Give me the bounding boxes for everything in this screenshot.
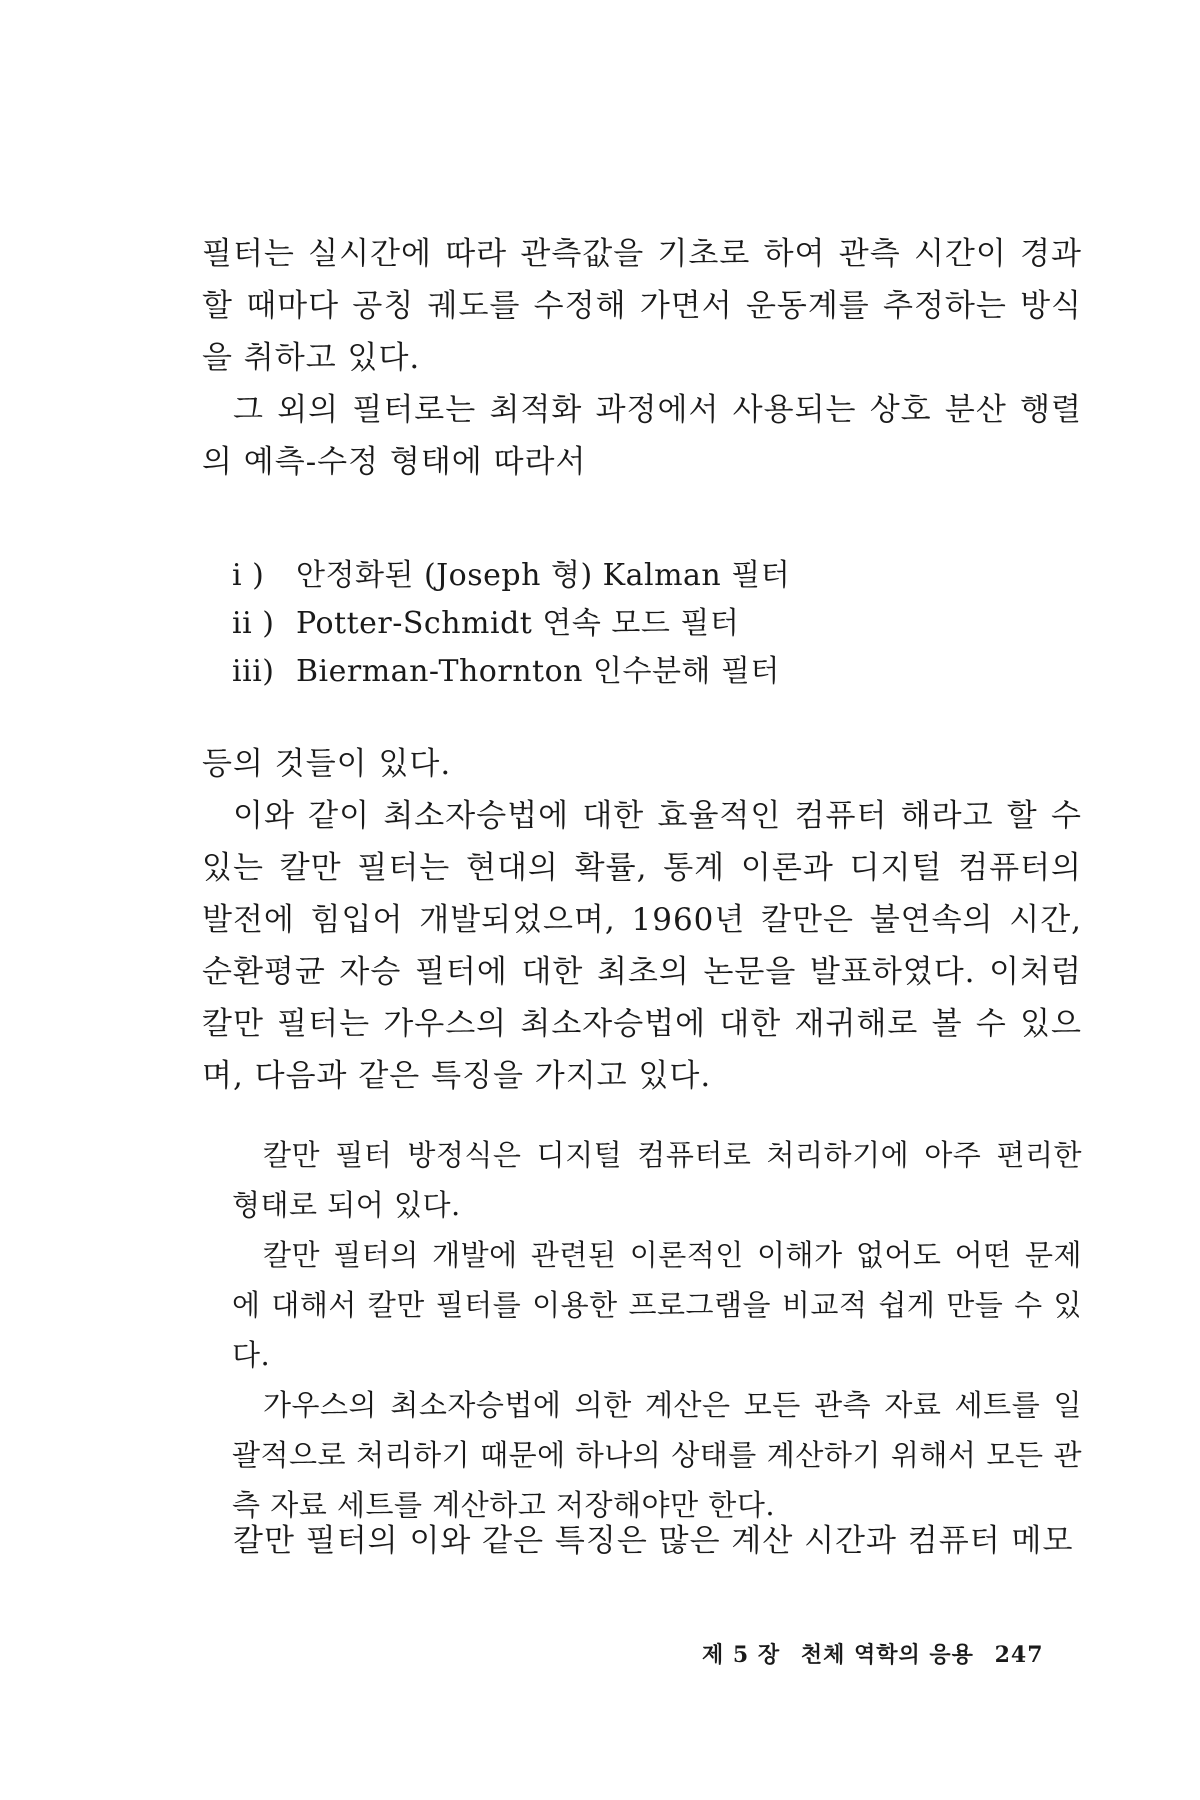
list-marker: iii) [232, 654, 275, 689]
list-item [232, 600, 790, 648]
list-item-text: 안정화된 (Joseph 형) Kalman 필터 [296, 558, 791, 593]
list-marker: ii ) [232, 606, 275, 641]
list-marker: i ) [232, 558, 265, 593]
paragraph-other-filters: 그 외의 필터로는 최적화 과정에서 사용되는 상호 분산 행렬의 예측-수정 형태에 따라서 [202, 392, 1082, 480]
list-item-text: Bierman-Thornton 인수분해 필터 [296, 654, 780, 689]
feature-list [232, 1130, 1082, 1530]
feature-item: 칼만 필터 방정식은 디지털 컴퓨터로 처리하기에 아주 편리한 형태로 되어 있다. [232, 1138, 1082, 1222]
feature-item: 칼만 필터의 개발에 관련된 이론적인 이해가 없어도 어떤 문제에 대해서 칼만 필터를 이용한 프로그램을 비교적 쉽게 만들 수 있다. [232, 1238, 1082, 1372]
footer-chapter: 제 5 장 [702, 1642, 781, 1668]
filter-list [232, 552, 790, 696]
footer-title: 천체 역학의 응용 [800, 1642, 974, 1668]
page-number: 247 [994, 1642, 1044, 1668]
paragraph-block-3 [202, 1515, 1082, 1567]
list-item [232, 648, 790, 696]
paragraph-etc: 등의 것들이 있다. [202, 746, 452, 782]
paragraph-kalman-history: 이와 같이 최소자승법에 대한 효율적인 컴퓨터 해라고 할 수 있는 칼만 필터는 현대의 확률, 통계 이론과 디지털 컴퓨터의 발전에 힘입어 개발되었으며, 1960년 칼만은 불연속의 시간, 순환평균 자승 필터에 대한 최초의 논문을 발표하였다. 이처럼 칼만 필터는 가우스의 최소자승법에 대한 재귀해로 볼 수 있으며, 다음과 같은 특징을 가지고 있다. [202, 798, 1082, 1094]
feature-item: 가우스의 최소자승법에 의한 계산은 모든 관측 자료 세트를 일괄적으로 처리하기 때문에 하나의 상태를 계산하기 위해서 모든 관측 자료 세트를 계산하고 저장해야만 한다. [232, 1388, 1082, 1522]
paragraph-memory: 칼만 필터의 이와 같은 특징은 많은 계산 시간과 컴퓨터 메모 [233, 1523, 1074, 1559]
paragraph-filter-method: 필터는 실시간에 따라 관측값을 기초로 하여 관측 시간이 경과할 때마다 공칭 궤도를 수정해 가면서 운동계를 추정하는 방식을 취하고 있다. [202, 236, 1082, 376]
list-item [232, 552, 790, 600]
paragraph-block-2 [202, 738, 1082, 1102]
paragraph-block-1 [202, 228, 1082, 488]
page-footer [702, 1638, 1056, 1669]
list-item-text: Potter-Schmidt 연속 모드 필터 [296, 606, 740, 641]
